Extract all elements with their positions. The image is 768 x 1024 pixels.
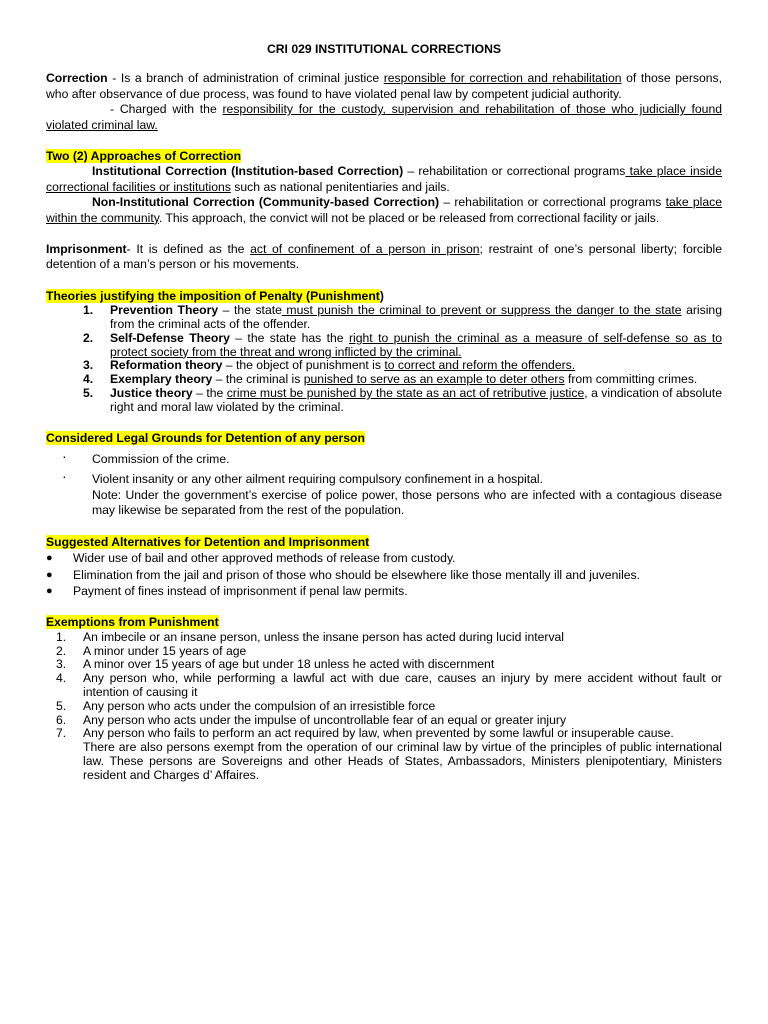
institutional-correction: Institutional Correction (Institution-based Correction) – rehabilitation or correctional programs take place inside correctional facilities or institutions such as national penitentiaries and jails. bbox=[46, 164, 722, 194]
list-item: ● Wider use of bail and other approved methods of release from custody. bbox=[46, 551, 456, 566]
approaches-heading: Two (2) Approaches of Correction bbox=[46, 149, 242, 164]
list-item: · Commission of the crime. bbox=[62, 448, 230, 467]
list-item: ● Payment of fines instead of imprisonment if penal law permits. bbox=[46, 583, 408, 598]
list-item: 3. A minor over 15 years of age but under 18 unless he acted with discernment bbox=[56, 657, 495, 672]
grounds-note: Note: Under the government’s exercise of police power, those persons who are infected with a contagious disease may likewise be separated from the rest of the population. bbox=[92, 487, 722, 518]
list-item: 6. Any person who acts under the impulse of uncontrollable fear of an equal or greater injury bbox=[56, 712, 567, 727]
imprisonment-paragraph: Imprisonment- It is defined as the act of confinement of a person in prison; restraint of one’s personal liberty; forcible detention of a man’s person or his movements. bbox=[46, 242, 722, 272]
alternatives-heading: Suggested Alternatives for Detention and Imprisonment bbox=[46, 534, 370, 549]
list-item: 7. Any person who fails to perform an act required by law, when prevented by some lawful or insuperable cause. bbox=[56, 726, 674, 741]
list-item: 4. Exemplary theory – the criminal is punished to serve as an example to deter others from committing crimes. bbox=[83, 372, 698, 387]
exemptions-list bbox=[46, 631, 722, 741]
correction-paragraph: Correction - Is a branch of administration of criminal justice responsible for correction and rehabilitation of those persons, who after observance of due process, was found to have violated penal law by competent judicial authority. bbox=[46, 71, 723, 101]
exemptions-heading: Exemptions from Punishment bbox=[46, 615, 219, 630]
theories-list bbox=[46, 304, 722, 414]
correction-term: Correction bbox=[46, 71, 108, 86]
list-item: 4. Any person who, while performing a lawful act with due care, causes an injury by mere accident without fault or intention of causing it bbox=[56, 671, 722, 699]
list-item: 2. Self-Defense Theory – the state has the right to punish the criminal as a measure of self-defense so as to protect society from the threat and wrong inflicted by the criminal. bbox=[83, 330, 722, 359]
list-item: 1. Prevention Theory – the state must punish the criminal to prevent or suppress the danger to the state arising from the criminal acts of the offender. bbox=[83, 303, 722, 332]
list-item: 5. Justice theory – the crime must be punished by the state as an act of retributive justice, a vindication of absolute right and moral law violated by the criminal. bbox=[83, 386, 722, 414]
exemptions-note: There are also persons exempt from the operation of our criminal law by virtue of the principles of public international law. These persons are Sovereigns and other Heads of States, Ambassadors, Ministers plenipotentiary, Ministers resident and Charges d’ Affaires. bbox=[83, 740, 722, 782]
page-title: CRI 029 INSTITUTIONAL CORRECTIONS bbox=[266, 42, 502, 56]
theories-heading: Theories justifying the imposition of Penalty (Punishment) bbox=[46, 288, 384, 303]
alternatives-list bbox=[46, 550, 722, 599]
list-item: 1. An imbecile or an insane person, unless the insane person has acted during lucid interval bbox=[56, 629, 565, 644]
document-page bbox=[46, 42, 722, 782]
grounds-heading: Considered Legal Grounds for Detention of any person bbox=[46, 430, 365, 445]
grounds-list bbox=[46, 448, 722, 488]
list-item: 3. Reformation theory – the object of punishment is to correct and reform the offenders. bbox=[83, 358, 576, 373]
list-item: · Violent insanity or any other ailment requiring compulsory confinement in a hospital. bbox=[62, 468, 543, 487]
correction-charged-paragraph: - Charged with the responsibility for the custody, supervision and rehabilitation of those who judicially found violated criminal law. bbox=[46, 102, 722, 132]
list-item: 2. A minor under 15 years of age bbox=[56, 643, 247, 658]
list-item: ● Elimination from the jail and prison of those who should be elsewhere like those mentally ill and juveniles. bbox=[46, 567, 641, 582]
list-item: 5. Any person who acts under the compulsion of an irresistible force bbox=[56, 698, 436, 713]
non-institutional-correction: Non-Institutional Correction (Community-based Correction) – rehabilitation or correctional programs take place within the community. This approach, the convict will not be placed or be released from correctional facility or jails. bbox=[46, 195, 722, 225]
